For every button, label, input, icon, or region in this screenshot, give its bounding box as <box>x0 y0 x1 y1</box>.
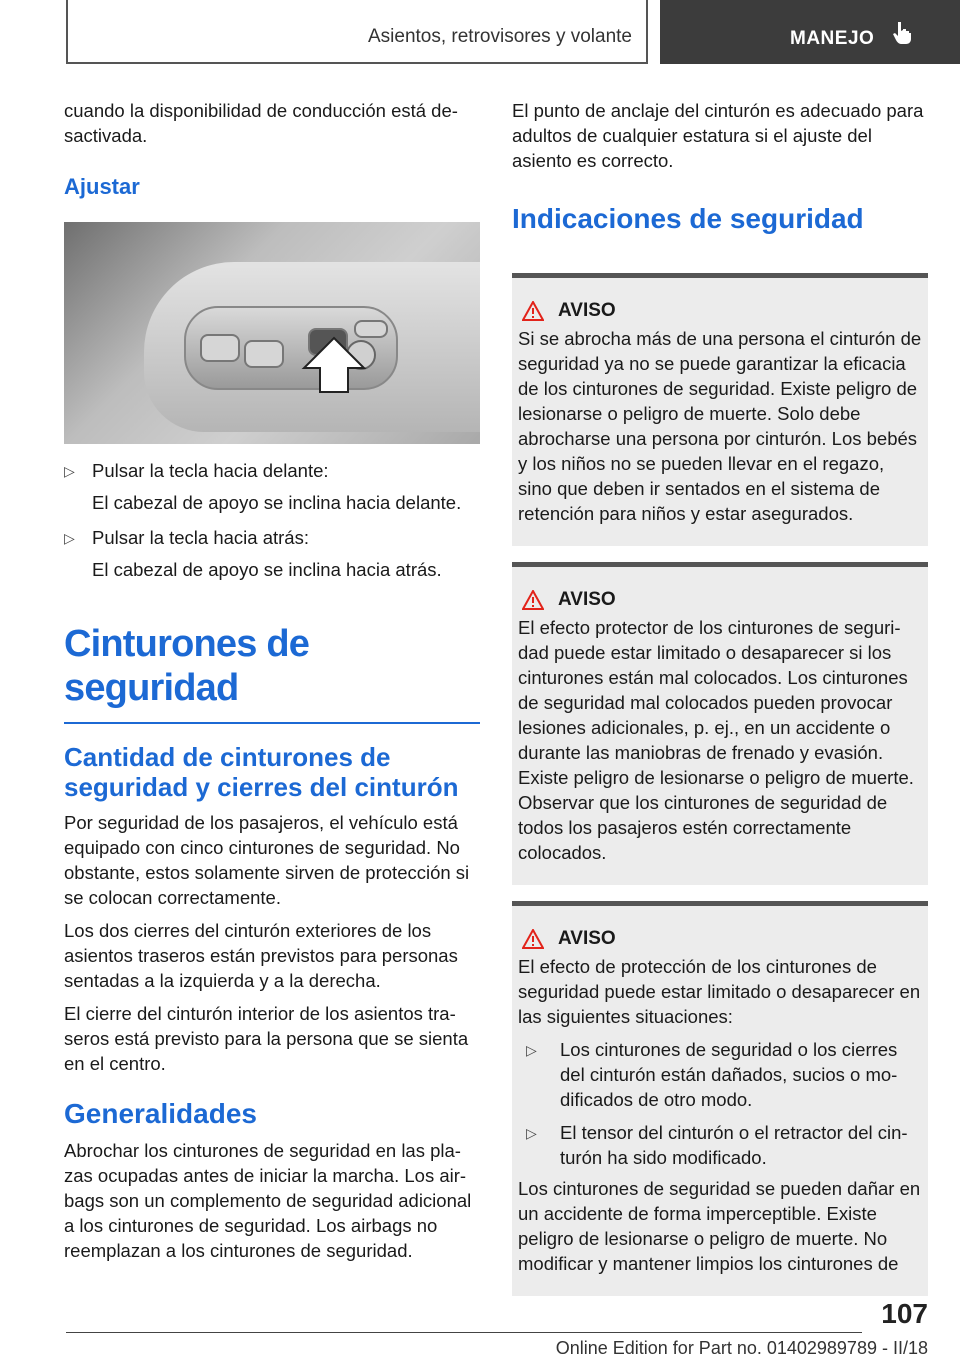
triangle-bullet-icon: ▷ <box>526 1042 537 1058</box>
warning-text: El efecto de protección de los cinturones de seguridad puede estar limitado o desaparecer en las siguientes situaciones: <box>518 956 921 1027</box>
section-title: Asientos, retrovisores y volante <box>367 26 632 47</box>
edition-text: Online Edition for Part no. 01402989789 - II/18 <box>555 1338 928 1358</box>
safety-heading: Indicaciones de seguridad <box>512 203 864 234</box>
warning-box <box>512 562 928 885</box>
list-item <box>526 1120 922 1170</box>
bullet-label: Los cinturones de seguridad o los cierres del cinturón están dañados, sucios o modificados de otro modo. <box>560 1039 898 1110</box>
warning-title: AVISO <box>558 928 616 949</box>
seat-controls-photo <box>64 222 480 444</box>
intro-text: El punto de anclaje del cinturón es adecuado para adultos de cualquier estatura si el ajuste del asiento es correcto. <box>512 100 924 171</box>
bullet-label: El tensor del cinturón o el retractor del cinturón ha sido modificado. <box>560 1122 908 1168</box>
subsection-heading: Cantidad de cinturones de seguridad y cierres del cinturón <box>64 742 459 802</box>
list-item <box>64 458 480 484</box>
warning-title: AVISO <box>558 300 616 321</box>
list-item <box>64 525 480 551</box>
list-item <box>526 1037 922 1112</box>
warning-text: Si se abrocha más de una persona el cinturón de seguridad ya no se puede garantizar la eficacia de los cinturones de seguridad. Existe peligro de lesionarse o peligro de muerte. Solo debe abrocharse una persona por cinturón. Los bebés y los niños no se pueden llevar en el regazo, sino que deben ir sentados en el sistema de retención para niños y estar asegurados. <box>518 328 922 524</box>
warning-text: El efecto protector de los cinturones de seguridad puede estar limitado o desaparecer si los cinturones están mal colocados. Los cinturones de seguridad mal colocados pueden provocar lesiones adicionales, p. ej., en un accidente o durante las maniobras de frenado y evasión. Existe peligro de lesionarse o peligro de muerte. Observar que los cinturones de seguridad de todos los pasajeros estén correctamente colocados. <box>518 617 914 863</box>
paragraph: Los dos cierres del cinturón exteriores de los asientos traseros están previstos para personas sentadas a la izquierda y a la derecha. <box>64 920 458 991</box>
warning-triangle-icon <box>522 929 544 949</box>
paragraph: Por seguridad de los pasajeros, el vehículo está equipado con cinco cinturones de seguridad. No obstante, estos solamente sirven de protección si se colocan correctamente. <box>64 812 470 908</box>
header-section-title <box>66 0 648 64</box>
bullet-label: Pulsar la tecla hacia delante: <box>92 460 329 481</box>
hand-pointer-icon <box>892 20 914 50</box>
ajustar-heading: Ajustar <box>64 174 140 199</box>
triangle-bullet-icon: ▷ <box>526 1125 537 1141</box>
warning-text: Los cinturones de seguridad se pueden dañar en un accidente de forma imperceptible. Existe peligro de lesionarse o peligro de muerte. No modificar y mantener limpios los cinturones de <box>518 1178 921 1274</box>
warning-box <box>512 273 928 546</box>
arrow-up-icon <box>64 222 480 444</box>
paragraph: El cierre del cinturón interior de los asientos traseros está previsto para la persona que se sienta en el centro. <box>64 1003 469 1074</box>
warning-title: AVISO <box>558 589 616 610</box>
triangle-bullet-icon: ▷ <box>64 530 75 546</box>
header-chapter-tab <box>660 0 960 64</box>
chapter-title: MANEJO <box>790 28 875 49</box>
bullet-label: Pulsar la tecla hacia atrás: <box>92 527 309 548</box>
right-column <box>512 98 928 1296</box>
left-column <box>64 98 480 1271</box>
warning-triangle-icon <box>522 301 544 321</box>
footer-divider <box>66 1332 862 1333</box>
paragraph: Abrochar los cinturones de seguridad en las plazas ocupadas antes de iniciar la marcha. Los airbags son un complemento de seguridad adicional a los cinturones de seguridad. Los airbags no reemplazan a los cinturones de seguridad. <box>64 1140 472 1261</box>
bullet-sub: El cabezal de apoyo se inclina hacia delante. <box>92 492 462 513</box>
bullet-sub: El cabezal de apoyo se inclina hacia atrás. <box>92 559 442 580</box>
intro-text: cuando la disponibilidad de conducción está desactivada. <box>64 100 458 146</box>
warning-triangle-icon <box>522 590 544 610</box>
page-number: 107 <box>881 1298 928 1329</box>
triangle-bullet-icon: ▷ <box>64 463 75 479</box>
generalidades-heading: Generalidades <box>64 1098 257 1129</box>
chapter-heading: Cinturones de seguridad <box>64 622 480 724</box>
warning-box <box>512 901 928 1296</box>
